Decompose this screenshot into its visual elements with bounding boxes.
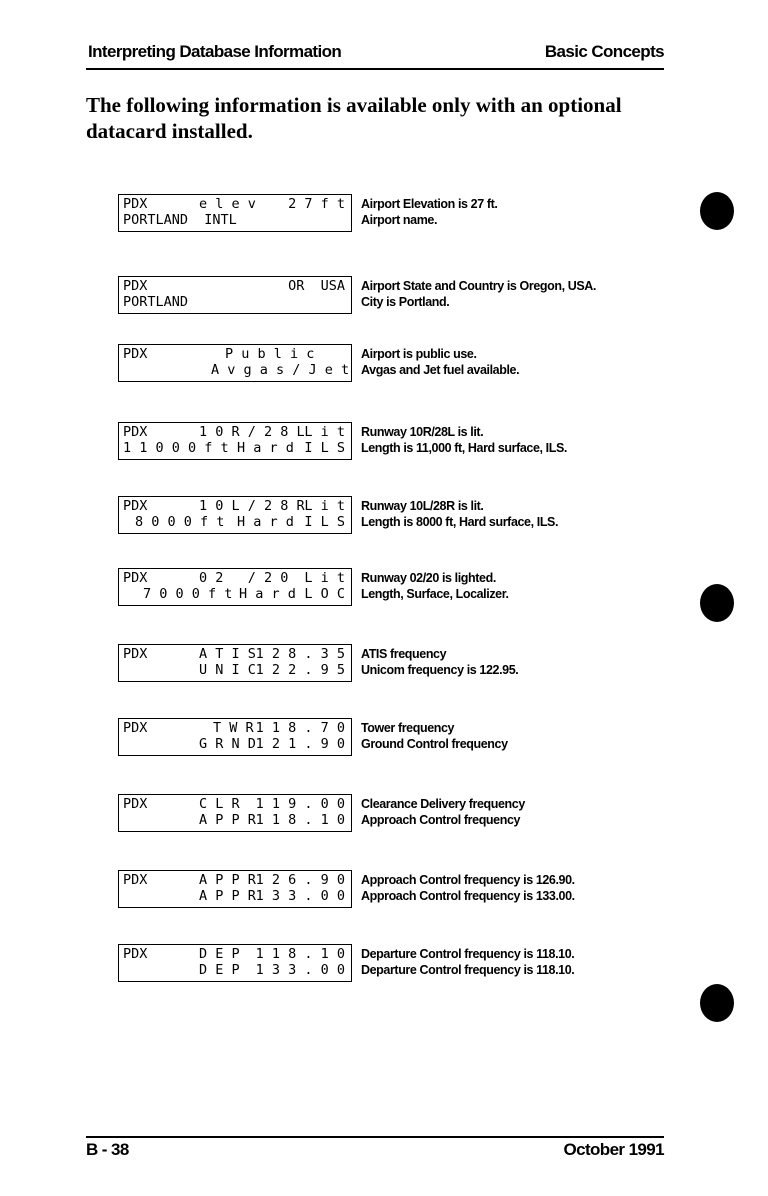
lcd-value: 1 1 8 . 1 0 (255, 812, 345, 828)
description-line-1: Runway 02/20 is lighted. (361, 571, 496, 585)
lcd-airport-id: PDX (123, 796, 148, 812)
lcd-field: A P P R (199, 872, 256, 888)
page-number: B - 38 (86, 1140, 129, 1159)
display-entry-frequency (118, 794, 678, 834)
lcd-value: 2 7 f t (288, 196, 345, 212)
lcd-field: D E P (199, 962, 240, 978)
lcd-field: G R N D (199, 736, 256, 752)
display-entry-use (118, 344, 678, 384)
lcd-airport-id: PDX (123, 346, 148, 362)
lcd-line-2 (119, 362, 351, 379)
lcd-value: 1 1 8 . 7 0 (255, 720, 345, 736)
lcd-field: H a r d (239, 586, 296, 602)
lcd-value: 1 2 1 . 9 0 (255, 736, 345, 752)
lcd-display (118, 944, 352, 982)
lcd-line-1 (119, 646, 351, 663)
lcd-field: D E P (199, 946, 240, 962)
lcd-value: 1 2 6 . 9 0 (255, 872, 345, 888)
lcd-value: 1 2 8 . 3 5 (255, 646, 345, 662)
margin-punch-dot (700, 584, 734, 622)
lcd-line-1 (119, 720, 351, 737)
lcd-line-2 (119, 962, 351, 979)
lcd-value: L i t (304, 424, 345, 440)
lcd-text: A v g a s / J e t (211, 362, 350, 378)
display-entry-frequency (118, 870, 678, 910)
lcd-value: 1 1 8 . 1 0 (255, 946, 345, 962)
display-entry-location (118, 276, 678, 316)
page-header (86, 42, 664, 70)
description-line-2: Approach Control frequency is 133.00. (361, 889, 575, 903)
lcd-field: H a r d (237, 514, 294, 530)
lcd-field: U N I C (199, 662, 256, 678)
entry-description (361, 498, 681, 530)
header-section-title: Interpreting Database Information (88, 42, 342, 61)
description-line-1: Tower frequency (361, 721, 455, 735)
display-entry-elevation (118, 194, 678, 234)
description-line-1: Departure Control frequency is 118.10. (361, 947, 575, 961)
lcd-airport-id: PDX (123, 278, 148, 294)
entry-description (361, 872, 681, 904)
lcd-text: PORTLAND INTL (123, 212, 237, 228)
lcd-value: L O C (304, 586, 345, 602)
lcd-field: T W R (213, 720, 254, 736)
lcd-line-1 (119, 796, 351, 813)
lcd-field: P u b l i c (225, 346, 315, 362)
intro-paragraph: The following information is available only with an optional datacard installed. (86, 93, 622, 143)
lcd-field: 1 0 L / 2 8 R (199, 498, 305, 514)
lcd-field: e l e v (199, 196, 256, 212)
lcd-line-1 (119, 946, 351, 963)
entry-description (361, 720, 681, 752)
header-chapter-title: Basic Concepts (544, 42, 664, 61)
lcd-field: A P P R (199, 812, 256, 828)
entry-description (361, 346, 681, 378)
lcd-field: A P P R (199, 888, 256, 904)
description-line-1: Approach Control frequency is 126.90. (361, 873, 575, 887)
display-entry-runway (118, 568, 678, 608)
lcd-line-2 (119, 586, 351, 603)
lcd-line-2 (119, 440, 351, 457)
margin-punch-dot (700, 984, 734, 1022)
entry-description (361, 196, 681, 228)
lcd-text: 7 0 0 0 f t (143, 586, 233, 602)
entry-description (361, 796, 681, 828)
lcd-display (118, 496, 352, 534)
lcd-value: 1 3 3 . 0 0 (255, 962, 345, 978)
lcd-display (118, 194, 352, 232)
lcd-line-2 (119, 294, 351, 311)
lcd-airport-id: PDX (123, 646, 148, 662)
entry-description (361, 278, 681, 310)
display-entry-frequency (118, 644, 678, 684)
lcd-line-1 (119, 424, 351, 441)
description-line-1: Runway 10L/28R is lit. (361, 499, 484, 513)
description-line-2: Length, Surface, Localizer. (361, 587, 509, 601)
lcd-value: I L S (304, 440, 345, 456)
lcd-line-1 (119, 570, 351, 587)
lcd-line-1 (119, 498, 351, 515)
lcd-airport-id: PDX (123, 720, 148, 736)
lcd-airport-id: PDX (123, 946, 148, 962)
description-line-1: Airport Elevation is 27 ft. (361, 197, 498, 211)
lcd-line-2 (119, 662, 351, 679)
description-line-1: ATIS frequency (361, 647, 447, 661)
lcd-display (118, 344, 352, 382)
lcd-value: 1 3 3 . 0 0 (255, 888, 345, 904)
lcd-text: PORTLAND (123, 294, 189, 310)
lcd-line-2 (119, 888, 351, 905)
lcd-line-2 (119, 212, 351, 229)
display-entry-runway (118, 422, 678, 462)
entry-description (361, 646, 681, 678)
lcd-display (118, 644, 352, 682)
description-line-2: Avgas and Jet fuel available. (361, 363, 520, 377)
lcd-text: 1 1 0 0 0 f t (123, 440, 229, 456)
lcd-value: L i t (304, 570, 345, 586)
lcd-display (118, 870, 352, 908)
description-line-2: Length is 8000 ft, Hard surface, ILS. (361, 515, 559, 529)
description-line-2: Length is 11,000 ft, Hard surface, ILS. (361, 441, 568, 455)
display-entry-frequency (118, 944, 678, 984)
entry-description (361, 946, 681, 978)
lcd-line-1 (119, 346, 351, 363)
lcd-line-1 (119, 196, 351, 213)
description-line-1: Runway 10R/28L is lit. (361, 425, 484, 439)
display-entry-frequency (118, 718, 678, 758)
lcd-display (118, 794, 352, 832)
lcd-value: L i t (304, 498, 345, 514)
lcd-display (118, 276, 352, 314)
description-line-2: Unicom frequency is 122.95. (361, 663, 519, 677)
lcd-line-2 (119, 812, 351, 829)
lcd-airport-id: PDX (123, 424, 148, 440)
lcd-line-2 (119, 514, 351, 531)
margin-punch-dot (700, 192, 734, 230)
publication-date: October 1991 (563, 1140, 664, 1159)
description-line-1: Airport State and Country is Oregon, USA. (361, 279, 597, 293)
lcd-display (118, 568, 352, 606)
description-line-2: Departure Control frequency is 118.10. (361, 963, 575, 977)
entry-description (361, 570, 681, 602)
lcd-display (118, 718, 352, 756)
lcd-field: C L R (199, 796, 240, 812)
lcd-airport-id: PDX (123, 196, 148, 212)
description-line-2: Approach Control frequency (361, 813, 521, 827)
description-line-2: City is Portland. (361, 295, 450, 309)
page-footer (86, 1136, 664, 1160)
lcd-value: I L S (304, 514, 345, 530)
lcd-field: H a r d (237, 440, 294, 456)
lcd-field: A T I S (199, 646, 256, 662)
lcd-airport-id: PDX (123, 872, 148, 888)
lcd-airport-id: PDX (123, 498, 148, 514)
description-line-2: Airport name. (361, 213, 438, 227)
lcd-line-1 (119, 278, 351, 295)
lcd-display (118, 422, 352, 460)
lcd-field: 0 2 / 2 0 (199, 570, 289, 586)
lcd-line-2 (119, 736, 351, 753)
lcd-text: 8 0 0 0 f t (135, 514, 225, 530)
display-entry-runway (118, 496, 678, 536)
entry-description (361, 424, 681, 456)
lcd-airport-id: PDX (123, 570, 148, 586)
description-line-1: Clearance Delivery frequency (361, 797, 525, 811)
lcd-field: 1 0 R / 2 8 L (199, 424, 305, 440)
lcd-value: 1 1 9 . 0 0 (255, 796, 345, 812)
description-line-1: Airport is public use. (361, 347, 477, 361)
lcd-value: OR USA (288, 278, 345, 294)
description-line-2: Ground Control frequency (361, 737, 508, 751)
lcd-value: 1 2 2 . 9 5 (255, 662, 345, 678)
lcd-line-1 (119, 872, 351, 889)
